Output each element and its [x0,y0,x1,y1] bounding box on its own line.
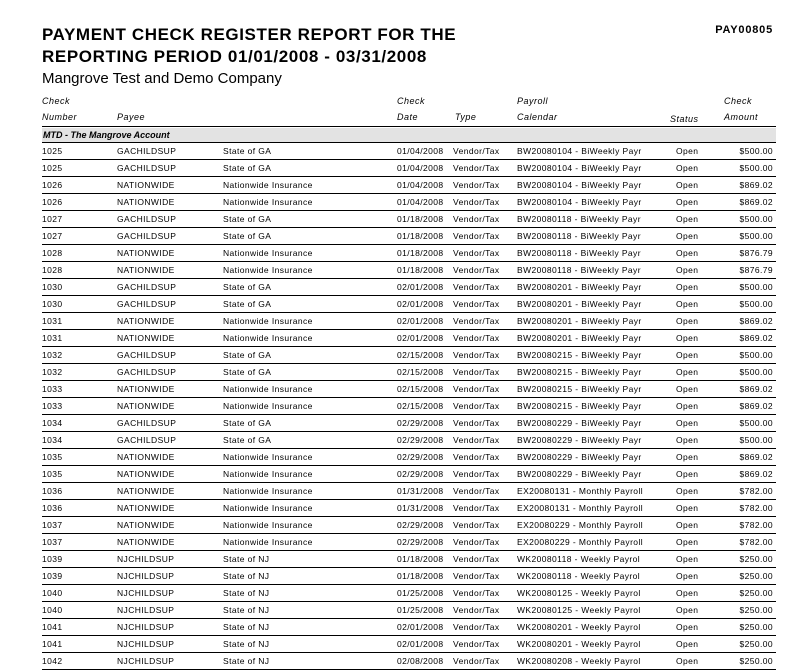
payee-description: State of GA [223,214,272,224]
check-date: 01/04/2008 [397,180,444,190]
check-date: 02/29/2008 [397,435,444,445]
check-type: Vendor/Tax [453,265,500,275]
table-row [42,619,776,636]
check-date: 02/29/2008 [397,418,444,428]
payee-description: Nationwide Insurance [223,452,313,462]
check-date: 01/04/2008 [397,146,444,156]
table-row [42,245,776,262]
payee: NJCHILDSUP [117,554,175,564]
payee-description: State of GA [223,299,272,309]
check-status: Open [676,282,699,292]
check-type: Vendor/Tax [453,299,500,309]
check-date: 02/01/2008 [397,282,444,292]
check-number: 1039 [42,554,63,564]
report-id: PAY00805 [715,24,773,36]
payee: NJCHILDSUP [117,605,175,615]
payee-description: Nationwide Insurance [223,248,313,258]
check-status: Open [676,333,699,343]
check-number: 1041 [42,622,63,632]
payroll-calendar: BW20080215 - BiWeekly Payr [517,350,642,360]
check-type: Vendor/Tax [453,469,500,479]
check-status: Open [676,537,699,547]
payee-description: Nationwide Insurance [223,316,313,326]
check-amount: $500.00 [739,282,773,292]
payee: NJCHILDSUP [117,639,175,649]
table-row [42,279,776,296]
table-row [42,483,776,500]
payee: NATIONWIDE [117,333,175,343]
check-number: 1033 [42,384,63,394]
check-date: 02/29/2008 [397,520,444,530]
payee-description: State of NJ [223,656,270,666]
check-status: Open [676,418,699,428]
payroll-calendar: BW20080229 - BiWeekly Payr [517,435,642,445]
check-status: Open [676,214,699,224]
table-row [42,381,776,398]
payee: NATIONWIDE [117,248,175,258]
payee: GACHILDSUP [117,163,177,173]
payee-description: Nationwide Insurance [223,333,313,343]
check-status: Open [676,197,699,207]
check-amount: $876.79 [739,265,773,275]
check-number: 1030 [42,282,63,292]
check-type: Vendor/Tax [453,622,500,632]
payee-description: State of NJ [223,622,270,632]
check-type: Vendor/Tax [453,163,500,173]
col-date: Date [397,112,419,122]
check-type: Vendor/Tax [453,605,500,615]
check-amount: $869.02 [739,401,773,411]
payee: NATIONWIDE [117,316,175,326]
check-type: Vendor/Tax [453,248,500,258]
check-number: 1033 [42,401,63,411]
check-amount: $250.00 [739,656,773,666]
payee: GACHILDSUP [117,367,177,377]
check-number: 1032 [42,367,63,377]
check-type: Vendor/Tax [453,401,500,411]
check-amount: $250.00 [739,605,773,615]
check-amount: $782.00 [739,537,773,547]
check-status: Open [676,503,699,513]
payee-description: Nationwide Insurance [223,486,313,496]
check-status: Open [676,639,699,649]
payee: GACHILDSUP [117,418,177,428]
check-type: Vendor/Tax [453,197,500,207]
table-row [42,296,776,313]
payroll-calendar: EX20080229 - Monthly Payroll [517,520,644,530]
table-row [42,228,776,245]
check-type: Vendor/Tax [453,333,500,343]
check-status: Open [676,656,699,666]
payee-description: State of NJ [223,554,270,564]
col-amount-top: Check [724,96,753,106]
check-number: 1036 [42,503,63,513]
table-row [42,568,776,585]
check-date: 01/04/2008 [397,163,444,173]
check-status: Open [676,469,699,479]
check-amount: $500.00 [739,214,773,224]
check-type: Vendor/Tax [453,214,500,224]
check-type: Vendor/Tax [453,282,500,292]
table-row [42,585,776,602]
check-amount: $250.00 [739,588,773,598]
payroll-calendar: BW20080118 - BiWeekly Payr [517,231,641,241]
check-date: 02/01/2008 [397,639,444,649]
payroll-calendar: BW20080229 - BiWeekly Payr [517,452,642,462]
check-number: 1030 [42,299,63,309]
group-label: MTD - The Mangrove Account [43,130,170,140]
payee-description: State of GA [223,367,272,377]
check-date: 01/25/2008 [397,605,444,615]
check-type: Vendor/Tax [453,418,500,428]
check-type: Vendor/Tax [453,231,500,241]
check-type: Vendor/Tax [453,656,500,666]
check-date: 01/04/2008 [397,197,444,207]
table-row [42,194,776,211]
payee: NATIONWIDE [117,452,175,462]
col-payroll-top: Payroll [517,96,549,106]
table-row [42,347,776,364]
check-date: 02/15/2008 [397,367,444,377]
check-status: Open [676,299,699,309]
payroll-calendar: BW20080104 - BiWeekly Payr [517,180,642,190]
payroll-calendar: BW20080229 - BiWeekly Payr [517,418,642,428]
check-status: Open [676,554,699,564]
payroll-calendar: BW20080229 - BiWeekly Payr [517,469,642,479]
payee-description: Nationwide Insurance [223,401,313,411]
check-amount: $500.00 [739,163,773,173]
payee-description: State of GA [223,282,272,292]
check-number: 1026 [42,180,63,190]
payee-description: Nationwide Insurance [223,197,313,207]
payee: NJCHILDSUP [117,588,175,598]
payee-description: Nationwide Insurance [223,520,313,530]
payee-description: Nationwide Insurance [223,384,313,394]
payee: NJCHILDSUP [117,656,175,666]
check-type: Vendor/Tax [453,180,500,190]
check-status: Open [676,605,699,615]
check-type: Vendor/Tax [453,571,500,581]
check-date: 02/29/2008 [397,537,444,547]
check-number: 1037 [42,537,63,547]
check-date: 02/01/2008 [397,316,444,326]
check-date: 01/31/2008 [397,486,444,496]
payee-description: State of GA [223,418,272,428]
check-date: 02/29/2008 [397,469,444,479]
payee-description: State of GA [223,435,272,445]
check-date: 02/15/2008 [397,350,444,360]
payee-description: Nationwide Insurance [223,469,313,479]
table-row [42,398,776,415]
report-title [42,24,602,68]
group-header [42,128,776,143]
payroll-calendar: WK20080125 - Weekly Payrol [517,588,641,598]
check-date: 02/15/2008 [397,401,444,411]
check-amount: $500.00 [739,367,773,377]
payee: GACHILDSUP [117,146,177,156]
table-row [42,449,776,466]
check-status: Open [676,265,699,275]
payroll-calendar: BW20080104 - BiWeekly Payr [517,197,642,207]
check-number: 1027 [42,214,63,224]
company-name: Mangrove Test and Demo Company [42,70,282,87]
table-row [42,432,776,449]
table-row [42,466,776,483]
payee-description: State of NJ [223,571,270,581]
payee-description: State of GA [223,146,272,156]
check-status: Open [676,146,699,156]
check-type: Vendor/Tax [453,554,500,564]
check-number: 1031 [42,316,63,326]
payroll-calendar: EX20080229 - Monthly Payroll [517,537,644,547]
check-type: Vendor/Tax [453,350,500,360]
check-status: Open [676,248,699,258]
payee-description: State of GA [223,163,272,173]
check-type: Vendor/Tax [453,316,500,326]
check-amount: $869.02 [739,469,773,479]
check-amount: $876.79 [739,248,773,258]
payroll-calendar: WK20080118 - Weekly Payrol [517,554,640,564]
payee-description: State of NJ [223,605,270,615]
check-number: 1039 [42,571,63,581]
payroll-calendar: BW20080215 - BiWeekly Payr [517,384,642,394]
check-date: 02/29/2008 [397,452,444,462]
payee-description: State of NJ [223,639,270,649]
check-number: 1042 [42,656,63,666]
table-row [42,415,776,432]
table-row [42,602,776,619]
payroll-calendar: BW20080215 - BiWeekly Payr [517,401,642,411]
check-number: 1040 [42,588,63,598]
check-amount: $782.00 [739,486,773,496]
check-rows [42,143,776,670]
payee: NJCHILDSUP [117,571,175,581]
payee: GACHILDSUP [117,214,177,224]
payee-description: Nationwide Insurance [223,537,313,547]
table-row [42,517,776,534]
payee: GACHILDSUP [117,299,177,309]
payee-description: Nationwide Insurance [223,503,313,513]
col-type: Type [455,112,477,122]
table-row [42,143,776,160]
payroll-calendar: WK20080201 - Weekly Payrol [517,639,641,649]
check-amount: $500.00 [739,435,773,445]
check-type: Vendor/Tax [453,146,500,156]
table-row [42,551,776,568]
table-row [42,653,776,670]
check-date: 01/25/2008 [397,588,444,598]
payroll-calendar: BW20080104 - BiWeekly Payr [517,163,642,173]
check-date: 02/01/2008 [397,299,444,309]
check-amount: $869.02 [739,452,773,462]
check-amount: $500.00 [739,350,773,360]
payee: GACHILDSUP [117,282,177,292]
payee: NJCHILDSUP [117,622,175,632]
table-row [42,500,776,517]
payee-description: Nationwide Insurance [223,265,313,275]
check-number: 1025 [42,163,63,173]
check-number: 1032 [42,350,63,360]
payroll-calendar: BW20080104 - BiWeekly Payr [517,146,642,156]
check-type: Vendor/Tax [453,503,500,513]
check-amount: $782.00 [739,520,773,530]
table-row [42,211,776,228]
payee: NATIONWIDE [117,265,175,275]
check-status: Open [676,588,699,598]
check-amount: $869.02 [739,316,773,326]
payee: NATIONWIDE [117,503,175,513]
payroll-calendar: BW20080201 - BiWeekly Payr [517,299,642,309]
check-status: Open [676,401,699,411]
check-number: 1034 [42,418,63,428]
check-status: Open [676,622,699,632]
payroll-calendar: EX20080131 - Monthly Payroll [517,486,644,496]
check-type: Vendor/Tax [453,639,500,649]
check-status: Open [676,350,699,360]
check-amount: $869.02 [739,384,773,394]
payroll-calendar: BW20080201 - BiWeekly Payr [517,282,642,292]
check-type: Vendor/Tax [453,588,500,598]
report-title-line1: PAYMENT CHECK REGISTER REPORT FOR THE [42,25,457,44]
check-number: 1040 [42,605,63,615]
check-date: 01/18/2008 [397,231,444,241]
check-type: Vendor/Tax [453,537,500,547]
col-payee: Payee [117,112,146,122]
payee-description: State of GA [223,231,272,241]
check-status: Open [676,231,699,241]
payee-description: State of NJ [223,588,270,598]
payroll-calendar: BW20080118 - BiWeekly Payr [517,248,641,258]
col-amount: Amount [724,112,759,122]
check-type: Vendor/Tax [453,435,500,445]
table-row [42,313,776,330]
column-header [42,96,776,127]
check-type: Vendor/Tax [453,486,500,496]
check-status: Open [676,163,699,173]
check-amount: $500.00 [739,418,773,428]
payroll-calendar: WK20080201 - Weekly Payrol [517,622,641,632]
check-number: 1037 [42,520,63,530]
check-date: 01/18/2008 [397,248,444,258]
payroll-calendar: BW20080201 - BiWeekly Payr [517,316,642,326]
check-amount: $250.00 [739,554,773,564]
col-date-top: Check [397,96,426,106]
payroll-calendar: WK20080208 - Weekly Payrol [517,656,641,666]
check-type: Vendor/Tax [453,367,500,377]
table-row [42,160,776,177]
check-date: 02/01/2008 [397,333,444,343]
check-amount: $500.00 [739,299,773,309]
check-status: Open [676,367,699,377]
check-amount: $869.02 [739,197,773,207]
check-amount: $250.00 [739,639,773,649]
check-date: 01/18/2008 [397,554,444,564]
col-status: Status [670,114,699,124]
check-status: Open [676,316,699,326]
check-status: Open [676,520,699,530]
check-amount: $869.02 [739,180,773,190]
check-number: 1035 [42,452,63,462]
check-number: 1031 [42,333,63,343]
payee: NATIONWIDE [117,469,175,479]
check-status: Open [676,435,699,445]
check-date: 02/08/2008 [397,656,444,666]
check-status: Open [676,452,699,462]
payee: GACHILDSUP [117,435,177,445]
payroll-calendar: BW20080118 - BiWeekly Payr [517,265,641,275]
payee: GACHILDSUP [117,350,177,360]
table-row [42,364,776,381]
table-row [42,177,776,194]
check-status: Open [676,384,699,394]
payroll-calendar: BW20080201 - BiWeekly Payr [517,333,642,343]
col-calendar: Calendar [517,112,558,122]
check-status: Open [676,180,699,190]
payee: NATIONWIDE [117,520,175,530]
check-number: 1036 [42,486,63,496]
check-status: Open [676,571,699,581]
check-amount: $250.00 [739,622,773,632]
payee: NATIONWIDE [117,486,175,496]
payee: NATIONWIDE [117,197,175,207]
check-date: 02/01/2008 [397,622,444,632]
check-amount: $869.02 [739,333,773,343]
check-amount: $500.00 [739,146,773,156]
check-number: 1035 [42,469,63,479]
check-number: 1026 [42,197,63,207]
payee: GACHILDSUP [117,231,177,241]
check-amount: $250.00 [739,571,773,581]
payroll-calendar: WK20080118 - Weekly Payrol [517,571,640,581]
col-number: Number [42,112,78,122]
check-number: 1027 [42,231,63,241]
check-amount: $782.00 [739,503,773,513]
check-number: 1034 [42,435,63,445]
payee-description: State of GA [223,350,272,360]
check-number: 1041 [42,639,63,649]
check-date: 01/18/2008 [397,571,444,581]
check-type: Vendor/Tax [453,384,500,394]
check-type: Vendor/Tax [453,520,500,530]
check-number: 1028 [42,248,63,258]
check-date: 01/31/2008 [397,503,444,513]
check-date: 01/18/2008 [397,214,444,224]
payee: NATIONWIDE [117,537,175,547]
payroll-calendar: BW20080215 - BiWeekly Payr [517,367,642,377]
payroll-calendar: BW20080118 - BiWeekly Payr [517,214,641,224]
payroll-calendar: WK20080125 - Weekly Payrol [517,605,641,615]
table-row [42,330,776,347]
check-amount: $500.00 [739,231,773,241]
table-row [42,534,776,551]
check-status: Open [676,486,699,496]
check-number: 1025 [42,146,63,156]
col-check-top: Check [42,96,71,106]
payee: NATIONWIDE [117,180,175,190]
table-row [42,262,776,279]
payroll-calendar: EX20080131 - Monthly Payroll [517,503,644,513]
report-title-line2: REPORTING PERIOD 01/01/2008 - 03/31/2008 [42,47,427,66]
payee-description: Nationwide Insurance [223,180,313,190]
payee: NATIONWIDE [117,401,175,411]
check-date: 01/18/2008 [397,265,444,275]
table-row [42,636,776,653]
check-number: 1028 [42,265,63,275]
check-date: 02/15/2008 [397,384,444,394]
check-type: Vendor/Tax [453,452,500,462]
payee: NATIONWIDE [117,384,175,394]
